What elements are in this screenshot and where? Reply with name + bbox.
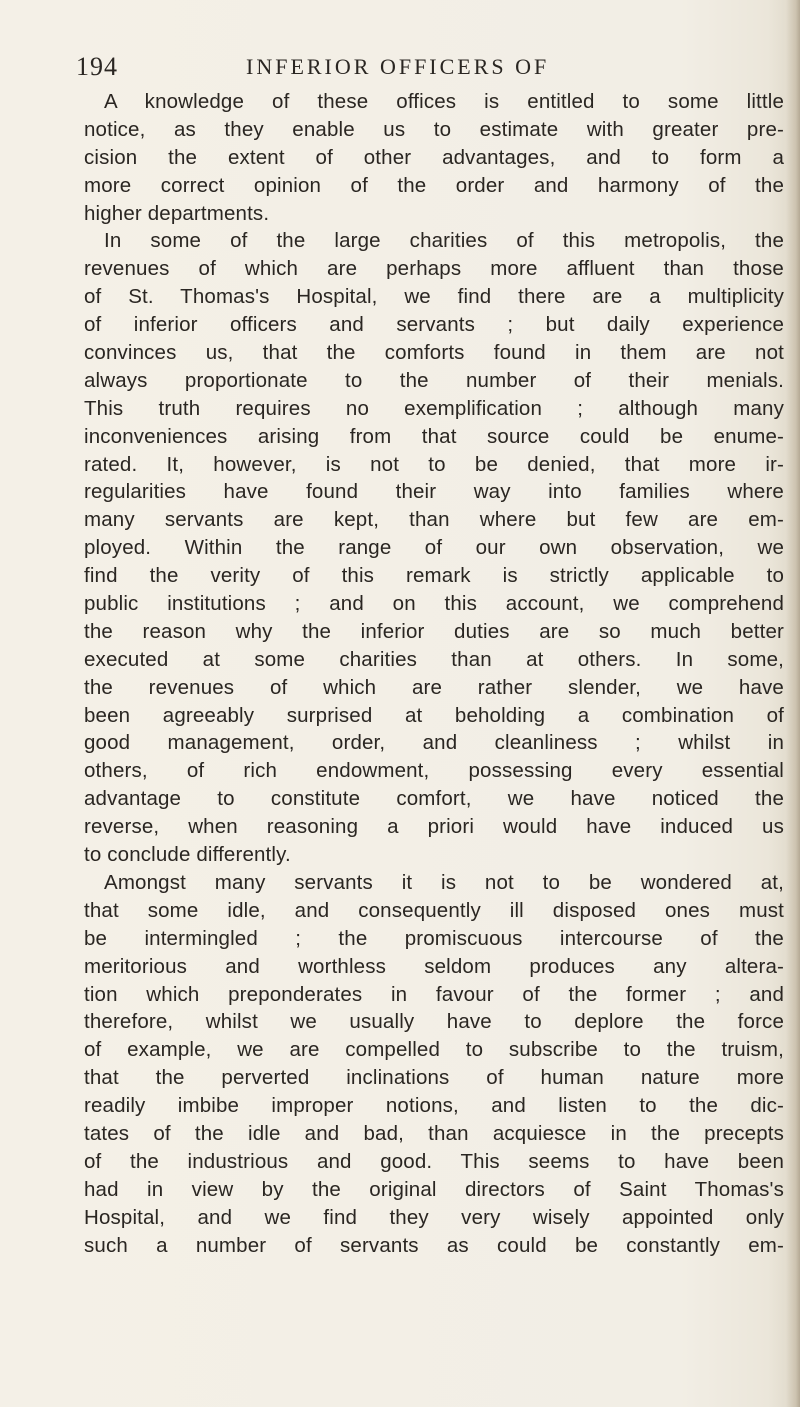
text-line: therefore, whilst we usually have to deplore the force xyxy=(84,1010,784,1034)
text-line: of inferior officers and servants ; but daily experience xyxy=(84,313,784,337)
text-line: cision the extent of other advantages, and to form a xyxy=(84,145,784,169)
text-line: public institutions ; and on this account, we comprehend xyxy=(84,592,784,616)
text-line: convinces us, that the comforts found in them are not xyxy=(84,341,784,365)
text-line: that the perverted inclinations of human nature more xyxy=(84,1066,784,1090)
text-line: In some of the large charities of this metropolis, the xyxy=(104,229,784,253)
page-header xyxy=(76,52,676,86)
text-line: tion which preponderates in favour of the former ; and xyxy=(84,982,784,1006)
text-line: of St. Thomas's Hospital, we find there are a multiplicity xyxy=(84,285,784,309)
text-line: regularities have found their way into families where xyxy=(84,480,784,504)
text-line: more correct opinion of the order and harmony of the xyxy=(84,173,784,197)
text-line: been agreeably surprised at beholding a combination of xyxy=(84,703,784,727)
text-line: find the verity of this remark is strictly applicable to xyxy=(84,564,784,588)
text-line: to conclude differently. xyxy=(84,843,291,867)
text-line: always proportionate to the number of their menials. xyxy=(84,368,784,392)
text-line: good management, order, and cleanliness ; whilst in xyxy=(84,731,784,755)
body-text xyxy=(84,88,784,1259)
text-line: Hospital, and we find they very wisely appointed only xyxy=(84,1205,784,1229)
text-line: be intermingled ; the promiscuous intercourse of the xyxy=(84,926,784,950)
text-line: This truth requires no exemplification ; although many xyxy=(84,396,784,420)
text-line: rated. It, however, is not to be denied, that more ir- xyxy=(84,452,784,476)
running-head: INFERIOR OFFICERS OF xyxy=(246,54,550,79)
text-line: notice, as they enable us to estimate with greater pre- xyxy=(84,117,784,141)
text-line: others, of rich endowment, possessing every essential xyxy=(84,759,784,783)
text-line: inconveniences arising from that source could be enume- xyxy=(84,424,784,448)
text-line: of the industrious and good. This seems to have been xyxy=(84,1149,784,1173)
text-line: had in view by the original directors of Saint Thomas's xyxy=(84,1177,784,1201)
text-line: higher departments. xyxy=(84,201,270,225)
text-line: that some idle, and consequently ill disposed ones must xyxy=(84,898,784,922)
text-line: such a number of servants as could be constantly em- xyxy=(84,1233,784,1257)
text-line: ployed. Within the range of our own observation, we xyxy=(84,536,784,560)
page-edge-shadow xyxy=(786,0,800,1407)
text-line: executed at some charities than at others. In some, xyxy=(84,647,784,671)
text-line: many servants are kept, than where but few are em- xyxy=(84,508,784,532)
text-line: reverse, when reasoning a priori would have induced us xyxy=(84,815,784,839)
text-line: the revenues of which are rather slender, we have xyxy=(84,675,784,699)
page-number: 194 xyxy=(76,52,118,81)
text-line: A knowledge of these offices is entitled to some little xyxy=(104,90,784,113)
text-line: the reason why the inferior duties are so much better xyxy=(84,619,784,643)
text-line: advantage to constitute comfort, we have noticed the xyxy=(84,787,784,811)
text-line: of example, we are compelled to subscribe to the truism, xyxy=(84,1038,784,1062)
text-line: Amongst many servants it is not to be wondered at, xyxy=(104,870,784,894)
text-line: meritorious and worthless seldom produces any altera- xyxy=(84,954,784,978)
text-line: readily imbibe improper notions, and listen to the dic- xyxy=(84,1094,784,1118)
text-line: revenues of which are perhaps more affluent than those xyxy=(84,257,784,281)
text-line: tates of the idle and bad, than acquiesce in the precepts xyxy=(84,1121,784,1145)
